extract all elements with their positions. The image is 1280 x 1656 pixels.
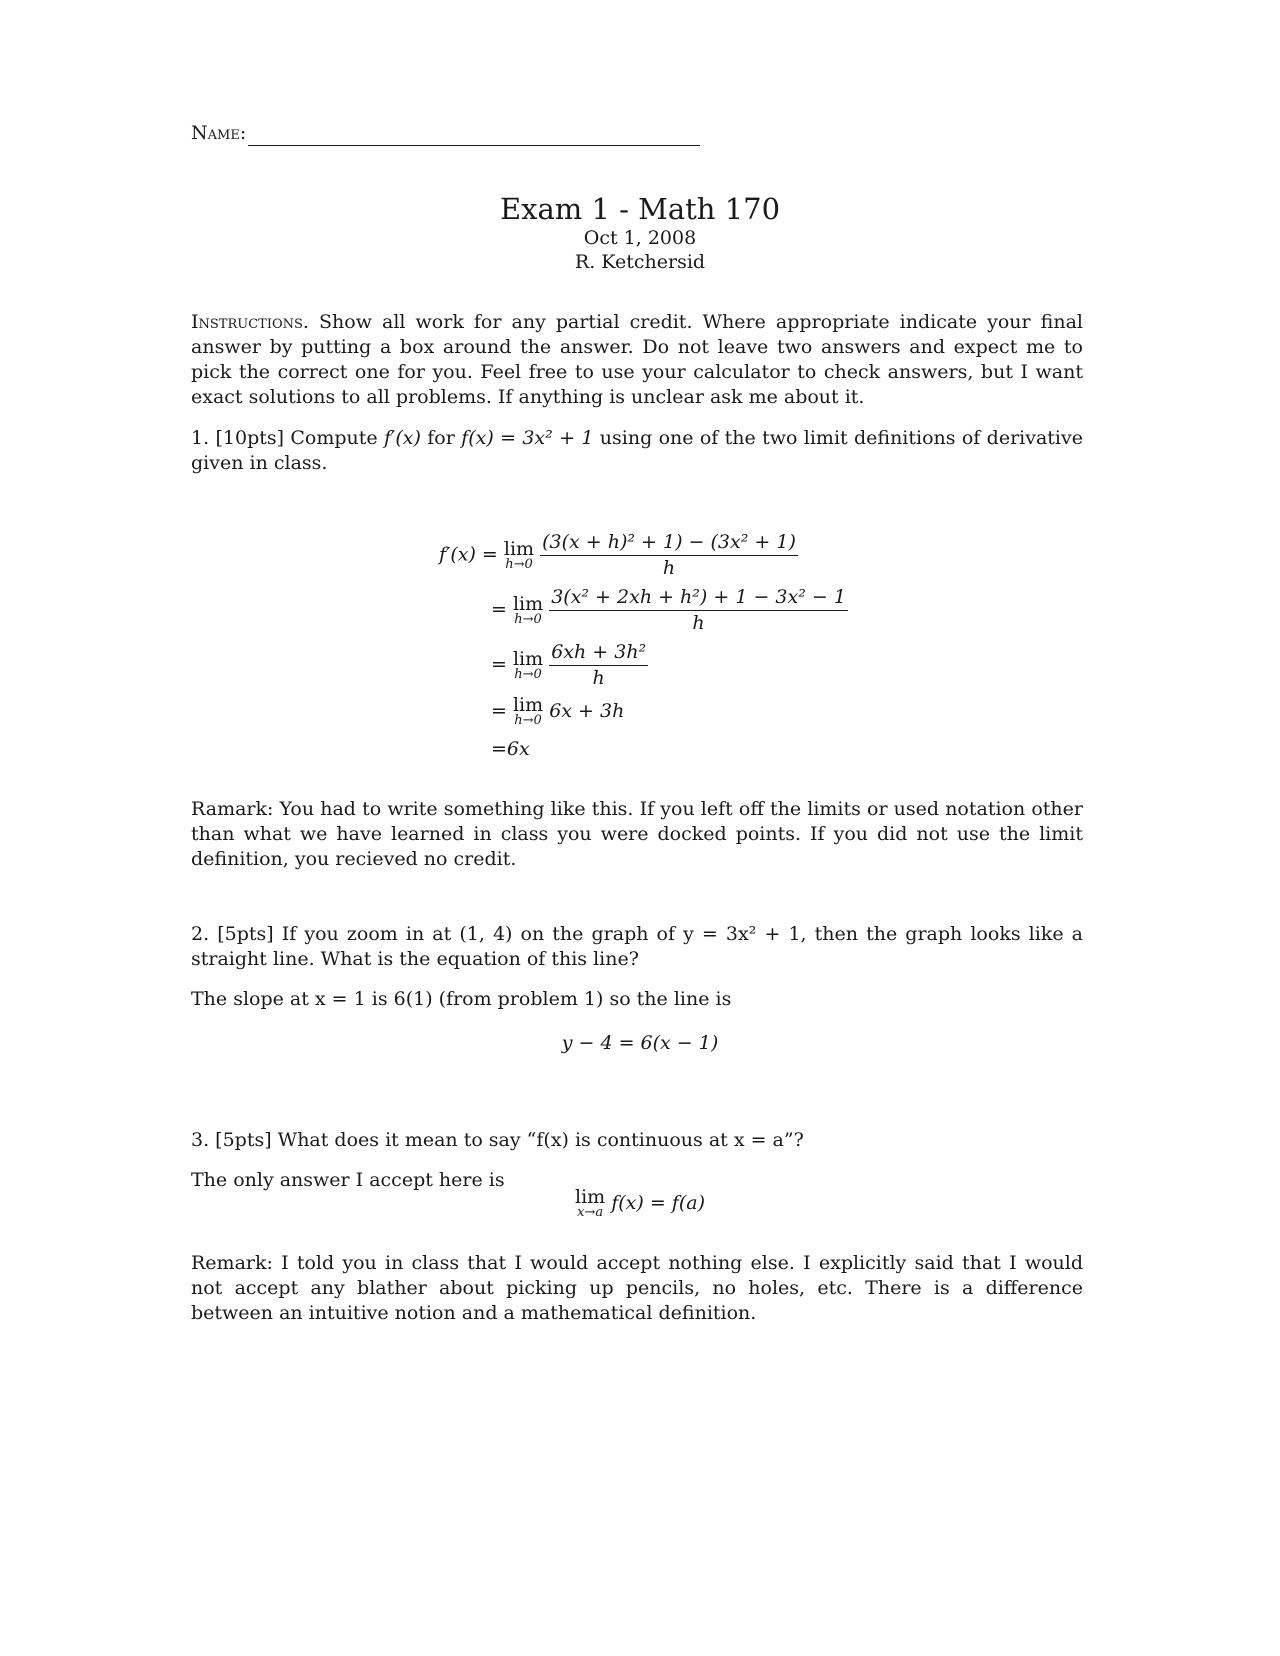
name-field <box>191 121 700 146</box>
name-label: Name: <box>191 122 247 144</box>
q3-answer-text: The only answer I accept here is <box>191 1169 505 1191</box>
q3-equation-text: f(x) = f(a) <box>611 1192 705 1214</box>
derivation-result: =6x <box>491 738 530 760</box>
q3-equation <box>0 1188 1280 1220</box>
q1-number: 1. <box>191 427 210 449</box>
derivation-line-5 <box>491 738 530 760</box>
limit-operator <box>512 647 544 682</box>
q1-function: f(x) = 3x² + 1 <box>461 427 594 449</box>
fraction-numerator: (3(x + h)² + 1) − (3x² + 1) <box>540 530 798 556</box>
limit-operator <box>513 696 543 728</box>
q1-points: [10pts] <box>215 427 285 449</box>
exam-date: Oct 1, 2008 <box>583 227 697 249</box>
fraction-denominator: h <box>662 557 676 579</box>
limit-operator <box>575 1188 605 1220</box>
q2-equation <box>0 1032 1280 1054</box>
lim-subscript: h→0 <box>514 666 542 682</box>
name-underline <box>248 127 700 146</box>
limit-operator <box>503 537 535 572</box>
exam-author: R. Ketchersid <box>574 251 706 273</box>
lim-subscript: h→0 <box>505 556 533 572</box>
lim-word: lim <box>503 537 535 560</box>
lim-subscript: h→0 <box>514 713 542 728</box>
fraction <box>549 585 848 636</box>
question-3: 3. [5pts] What does it mean to say “f(x) is continuous at x = a”? <box>191 1129 804 1151</box>
derivation-line-1 <box>439 530 798 581</box>
lim-subscript: x→a <box>577 1205 604 1220</box>
exam-title: Exam 1 - Math 170 <box>499 192 781 226</box>
fraction-denominator: h <box>692 612 705 634</box>
equals-sign: = <box>491 598 507 621</box>
lim-word: lim <box>575 1186 606 1208</box>
q1-fprime: f′(x) <box>384 427 421 449</box>
q1-remark: Ramark: You had to write something like this. If you left off the limits or used notation other than what we have learned in class you were docked points. If you did not use the limit definition, you recieved no credit. <box>191 798 1083 870</box>
derivation-line-2 <box>491 585 848 636</box>
fraction-denominator: h <box>592 667 605 689</box>
equals-sign: = <box>491 653 507 676</box>
instructions-body: Show all work for any partial credit. Where appropriate indicate your final answer by putting a box around the answer. Do not leave two answers and expect me to pick the correct one for you. Feel free to use your calculator to check answers, but I want exact solutions to all problems. If anything is unclear ask me about it. <box>191 311 1083 408</box>
derivation-lhs: f′(x) = <box>439 543 498 566</box>
question-2: 2. [5pts] If you zoom in at (1, 4) on the graph of y = 3x² + 1, then the graph looks like a straight line. What is the equation of this line? <box>191 923 1083 970</box>
instructions <box>191 310 1083 410</box>
limit-operator <box>512 592 544 627</box>
q1-text-a: Compute <box>290 427 378 449</box>
fraction <box>549 640 648 691</box>
instructions-lead: Instructions. <box>191 311 309 333</box>
fraction <box>540 530 798 581</box>
q1-text-b: for <box>427 427 455 449</box>
lim-word: lim <box>512 647 544 670</box>
fraction-numerator: 3(x² + 2xh + h²) + 1 − 3x² − 1 <box>549 585 848 611</box>
equals-sign: = <box>491 700 507 722</box>
derivation-line-4 <box>491 696 624 728</box>
question-1 <box>191 426 1083 476</box>
q2-equation-text: y − 4 = 6(x − 1) <box>561 1032 719 1054</box>
lim-subscript: h→0 <box>514 611 542 627</box>
q3-remark: Remark: I told you in class that I would accept nothing else. I explicitly said that I would not accept any blather about picking up pencils, no holes, etc. There is a difference between an intuitive notion and a mathematical definition. <box>191 1252 1083 1324</box>
lim-word: lim <box>512 592 544 615</box>
derivation-line-3 <box>491 640 648 691</box>
derivation-expression: 6x + 3h <box>549 700 625 722</box>
fraction-numerator: 6xh + 3h² <box>549 640 648 666</box>
q2-answer-text: The slope at x = 1 is 6(1) (from problem 1) so the line is <box>191 988 732 1010</box>
q1-text-c: using one of the two limit definitions of derivative given in class. <box>191 427 1083 474</box>
lim-word: lim <box>512 694 544 716</box>
